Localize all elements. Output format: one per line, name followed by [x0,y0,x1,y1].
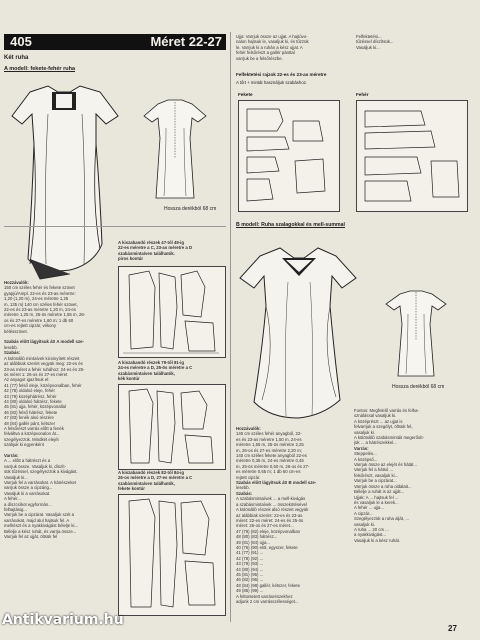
text-line: 26-os méretre a D, 27-es méretre a C [118,475,193,481]
text-line: Szegélyezzük a ruha alját, ... [354,516,409,522]
column-divider [230,32,231,622]
feher-layout [356,100,468,212]
text-line: 43 (79) középhátrész, fehér [4,393,57,399]
text-line: Az anyagot igazítsuk el: [4,377,50,383]
text-line: Varrjuk össze az elejét és hátát... [354,462,417,468]
pattern-number: 405 [4,34,38,50]
layout-heading: Felfektetési rajzok 22-es és 23-as méretre [236,72,327,77]
text-line: A középrészt ... az ujjat is [354,418,403,424]
text-line: felváltva a középvonalon át... [4,431,60,437]
text-line: varrjuk össze. Vasaljuk ki, díszít- [4,463,67,469]
fekete-label: Fekete [238,92,253,97]
text-line: Varrjuk össze a ruha oldalait... [354,483,412,489]
text-line: sük tűzéssel, szegélyezzük a kivágást. [4,469,78,475]
model-a-title: A modell: fekete-fehér ruha [4,66,76,72]
section-title: Két ruha [4,55,29,61]
cutting-layout-1 [118,266,226,358]
layout-label-2 [118,360,226,382]
text-line: 47 (79) (82) eleje, középvonalban [236,528,301,534]
text-line: Vasaljuk ki a varrásokat. [4,490,51,496]
text-line: Szabás előtt lágyítsuk át! A modell sze- [4,339,84,345]
text-line: Szabás előtt lágyítsuk át! B modell sze- [236,480,317,486]
text-line: Bélelje a ruhát is az ujját... [354,489,405,495]
text-line: Ujjak: A ... hajtsuk fel ... [354,494,399,500]
text-line: nalon hajtsuk le, vasaljuk ki, és tűzzük [236,39,309,45]
text-line: A fehér ... ujja... [354,505,384,511]
text-line: varrjuk össze a cipzárig... [4,485,53,491]
text-line: 47 (83) fenék alsó részére [4,415,54,421]
text-line: 140 cm széles fehér anyagból, 22- [236,431,302,437]
text-line: az alábbiak szerint: 22-es és 23-as [236,512,303,518]
text-line: Varrjuk be a cipzárat... [354,478,397,484]
cutting-layout-2 [118,384,226,470]
text-line: 1,20 (1,20 m), 24-es méretre 1,25 [4,296,69,302]
text-line: 48 (80) (83) hátrész... [236,534,278,540]
text-line: 49 (81) (84) ujja... [236,539,270,545]
text-line: varrásokat, majd alul hajtsuk fel. A [4,517,70,523]
text-line: Felfektetési... [356,34,382,39]
text-line: A kiszabandó részek 47-től 49-ig [118,240,184,245]
text-line: Ujja: Varrjuk össze az ujjat. A hajtóvo- [236,34,308,39]
text-line: os és 27-es méretre 1,60 m; 1 db 60 [4,317,74,323]
feher-pieces [357,101,467,211]
text-line: Vasaljuk ki... [356,44,380,50]
text-line: A ... előtt a hátrészt és a [4,458,51,464]
text-line: vasaljuk ki. [354,429,376,435]
text-line: szabásmintaíven találhatók, [118,370,175,376]
fekete-pieces [239,101,339,211]
dress-b-back-flat [382,290,450,380]
text-line: 23-as méret a fehér ruhához; 24-es és 25- [4,366,85,372]
text-line: Bélelje a kész ruhát, és varrja össze... [4,528,77,534]
text-line: 48 (84) gallér pánt, kétszer [4,420,56,426]
text-line: Varrjuk be a cipzárat. Vasaljuk szét a [4,512,75,518]
dress-a-back-flat [140,98,210,206]
text-line: le. Varrjuk ki a ruhán a kész ujjat. A [236,44,303,50]
text-line: szabásmintaíven találhatók, [118,480,175,486]
text-line: fehér felsőrészt a gallér pánttal [236,50,295,56]
text-line: a szabásmintaívek ... összekötésével [236,501,307,507]
text-line: méretre 1,55 m, 25-ös méretre 2,25 [236,442,304,448]
text-line: 22-es méretre a C, 23-as méretre a D [118,245,193,251]
size-range: Méret 22-27 [150,34,222,49]
text-line: jük ... a hátrészekkel... [354,440,397,446]
text-line: Varrás: [4,453,19,458]
page-number: 27 [448,624,457,633]
text-line: A különálló mintaívek kicsinyített részeit [4,355,80,361]
text-line: ös méret 1: 26-os és 27-es méret [4,371,68,377]
text-line: 42 (78) (92) ... [236,555,264,561]
text-line: piros kontúr [118,256,144,262]
text-line: A különálló szabásmintáit megerősít- [354,435,424,441]
text-line: 45 (81) (95) ... [236,571,264,577]
instructions-left [4,280,110,540]
text-line: 150 cm széles fehér és fekete szövet [4,285,75,291]
text-line: A kiszabandó részek 82-től 84-ig [118,470,184,475]
text-line: A felsőrészt varrás előtt a fenék [4,425,64,431]
text-line: mellrészt és a nyakkivágást bélelje ki... [4,523,79,529]
text-line: 46 (82) felső hátrész, fekete [4,409,58,415]
text-line: 43 (79) (93) ... [236,561,264,567]
text-line: A cipzár... [354,510,373,516]
fekete-layout [238,100,340,212]
layout-label-3 [118,470,226,492]
text-line: Varrás: [354,445,369,451]
feher-label: Fehér [356,92,369,97]
pattern-pieces-2 [119,385,225,469]
text-line: A különálló részek alsó részeit vegyük [236,507,309,513]
text-line: A ruha ... 20 cm ... [354,526,389,532]
back-length-caption: Hossza derékból 68 cm [164,206,217,212]
text-line: 46 (82) (96) ... [236,577,264,583]
text-line: szabásmintaíven találhatók. [118,250,175,256]
text-line: Varrjuk fel a hátsó ... [354,467,394,473]
model-b-title: B modell: Ruha szalagokkal és mell-summal [236,222,345,228]
text-line: 24-es méretre a D, 25-ös méretre a C [118,365,193,371]
instructions-right-top-2 [356,34,476,50]
text-line: szegélyezzük. Mindkét elejét [4,436,59,442]
text-line: rejtett cipzár. [236,474,261,480]
text-line: méret: 22-es méret: 24-es és 25-ös [236,517,304,523]
text-line: bélésszövet. [4,328,28,334]
text-line: Szabás: [4,350,21,356]
layout-label-1 [118,240,226,262]
text-line: méret: 26-os és 27-es méret... [236,523,294,529]
layout-subheading: A tőrt + mintát használjuk szabáshoz. [236,80,308,85]
text-line: 44 (80) (94) ... [236,566,264,572]
pattern-pieces-3 [119,495,225,615]
text-line: A középső... [354,456,378,462]
text-line: es méretre 0,65 m; 1 db 60 cm-es [236,469,301,475]
text-line: Fontos: Megfelelő varrás és felha- [354,408,419,413]
pattern-pieces-1 [119,267,225,357]
text-line: Varrjuk fel a varrásokat. A hátrészeket [4,480,77,486]
text-line: felvarrjuk a szegélyt, öltsük fel, [354,424,413,430]
text-line: szabjuk ki egyenként [4,442,44,448]
watermark: Antikvarium.hu [2,612,124,628]
text-line: cm-es rejtett cipzár, vékony [4,323,57,329]
text-line: 45 (81) ujja, fehér, középvonallal [4,404,66,410]
dress-b-front-illustration [236,232,360,422]
instructions-b-left [236,426,350,604]
hozzavalok-heading: Hozzávalók: [4,280,29,285]
text-line: 44 (80) oldalsó hátrész, fekete [4,398,62,404]
text-line: 42 (78) oldalsó eleje, fehér [4,388,55,394]
text-line: lesebb. [236,485,250,491]
text-line: gyapjú/Ampl. 22-es és 23-as méretre: [4,290,76,296]
text-line: m, 135 m) 140 cm széles fehér szövet, [4,301,78,307]
horizontal-divider [4,226,226,227]
text-line: 41 (77) (91) ... [236,550,264,556]
text-line: és vasaljuk le a kerek... [354,499,399,505]
text-line: 140 cm széles fekete anyagból 22-es [236,453,307,459]
text-line: varrjuk be a felsőrészbe. [236,55,283,61]
text-line: Steppelés... [354,451,377,457]
text-line: lesebb. [4,344,18,350]
text-line: 22-es és 23-as méretre 1,20 m, 24-es [4,307,76,313]
instructions-right-top [236,34,348,61]
text-line: méretre 0,35 m, 24-es méretre 0,45 [236,458,304,464]
instructions-b-right [354,408,476,543]
text-line: vasaljuk ki. [354,521,376,527]
text-line: Vasaljuk ki... [4,474,28,480]
text-line: kék kontúr [118,376,140,382]
dress-a-front-illustration [0,74,130,284]
text-line: 49 (85) (99) ... [236,588,264,594]
text-line: Vasaljuk ki a kész ruhát. [354,537,401,543]
text-line: A kiszabandó részek 79-től 81-ig [118,360,184,365]
text-line: a nyakkivágást... [354,532,387,538]
text-line: es és 23-as méretre 1,50 m, 24-es [236,436,302,442]
text-line: sználással vasaljuk ki. [354,413,397,419]
text-line: A fehér... [4,496,21,502]
text-line: 40 (76) (90) elöl, egyszer, fekete [236,544,298,550]
text-line: A szabásmintaívek ... a mell-kivágás [236,496,306,502]
text-line: A feltüntetett varrásrészekhez [236,593,293,599]
text-line: Varrjuk fel az ujját, öltsük fel [4,534,58,540]
b-back-length-caption: Hossza derékból 68 cm [392,384,445,390]
text-line: az alábbiak szerint vegyük meg: 22-es és [4,361,83,367]
text-line: fekete kontúr [118,486,145,492]
text-line: Szabás: [236,490,253,496]
text-line: felhajtásig... [4,507,27,513]
text-line: m, 25-ös méretre 0,50 m, 26-os és 27- [236,463,310,469]
text-line: méretre 1,25 m, 25-ös méretre 1,55 m, 26- [4,312,86,318]
cutting-layout-3 [118,494,226,616]
text-line: 41 (77) felső eleje, középvonalban, fehér [4,382,82,388]
text-line: tűzéssel díszítsük... [356,39,394,45]
text-line: 48 (84) (98) gallér, kétszer, fekete [236,582,301,588]
b-hozzavalok-heading: Hozzávalók: [236,426,261,431]
text-line: felsőrészt, vasaljuk ki... [354,472,399,478]
text-line: m, 26-os és 27-es méretre 2,20 m; [236,447,302,453]
text-line: a díszcsíkot egyformán... [4,501,52,507]
text-line: adjunk 2 cm varrásszélességet... [236,599,299,604]
